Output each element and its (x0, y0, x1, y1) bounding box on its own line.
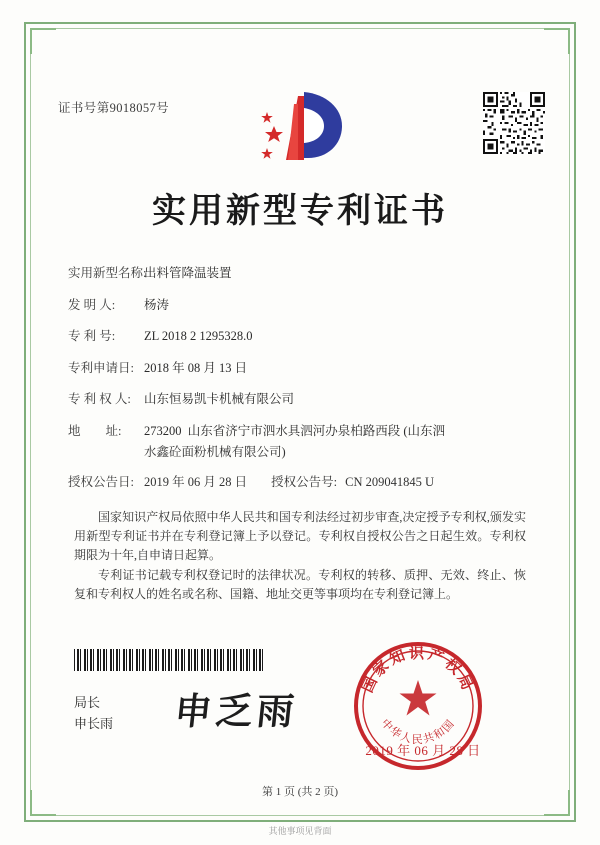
page-number: 第 1 页 (共 2 页) (261, 786, 339, 798)
field-label-grant-date: 授权公告日: (68, 474, 134, 489)
field-value-patent-number: ZL 2018 2 1295328.0 (144, 329, 253, 343)
field-value-address-line2: 水鑫砼面粉机械有限公司) (144, 444, 286, 459)
field-value-patentee: 山东恒易凯卡机械有限公司 (144, 392, 295, 406)
field-value-grant-number: CN 209041845 U (345, 474, 435, 489)
certificate-number: 证书号第9018057号 (58, 101, 170, 115)
field-label-inventor: 发 明 人: (68, 297, 116, 312)
field-label-name: 实用新型名称: (68, 266, 147, 280)
seal-date: 2019 年 06 月 28 日 (365, 743, 481, 758)
patent-office-logo-icon (258, 88, 344, 166)
field-value-application-date: 2018 年 08 月 13 日 (144, 360, 248, 375)
field-label-address: 地 址: (68, 423, 122, 438)
field-row-application-date (68, 360, 538, 377)
signature-label (74, 692, 113, 734)
field-value-address: 273200 山东省济宁市泗水具泗河办泉柏路西段 (山东泗 (144, 423, 446, 438)
field-row-patent-number (68, 328, 538, 345)
certificate-fields (68, 265, 538, 505)
signature-name: 申长雨 (74, 716, 114, 731)
field-row-inventor (68, 297, 538, 314)
field-value-grant-date: 2019 年 06 月 28 日 (144, 474, 248, 489)
handwritten-signature: 申乏雨 (172, 689, 300, 733)
field-label-application-date: 专利申请日: (68, 360, 134, 375)
legal-paragraph-1: 国家知识产权局依照中华人民共和国专利法经过初步审查,决定授予专利权,颁发实用新型专利证书并在专利登记簿上予以登记。专利权自授权公告之日起生效。专利权期限为十年,自申请日起算。 (74, 510, 526, 562)
svg-text:中华人民共和国: 中华人民共和国 (378, 716, 458, 746)
signature-title: 局长 (74, 695, 101, 710)
field-label-grant-number: 授权公告号: (271, 474, 338, 489)
field-label-patentee: 专 利 权 人: (68, 392, 131, 406)
legal-paragraph-2: 专利证书记载专利权登记时的法律状况。专利权的转移、质押、无效、终止、恢复和专利权人的姓名或名称、国籍、地址交更等事项均在专利登记簿上。 (74, 568, 526, 601)
svg-text:国家知识产权局: 国家知识产权局 (358, 644, 478, 696)
barcode (74, 649, 264, 671)
field-value-inventor: 杨涛 (144, 297, 170, 312)
back-side-note: 其他事项见背面 (268, 826, 332, 836)
field-row-grant (68, 474, 538, 491)
qr-code-icon (483, 92, 545, 154)
page-title: 实用新型专利证书 (152, 191, 448, 231)
field-row-patentee (68, 391, 538, 408)
field-label-patent-number: 专 利 号: (68, 329, 116, 343)
field-row-address (68, 423, 538, 440)
corner-ornament-top-left (30, 28, 56, 54)
field-row-name (68, 265, 538, 282)
field-value-name: 出料管降温装置 (144, 266, 232, 280)
corner-ornament-top-right (544, 28, 570, 54)
